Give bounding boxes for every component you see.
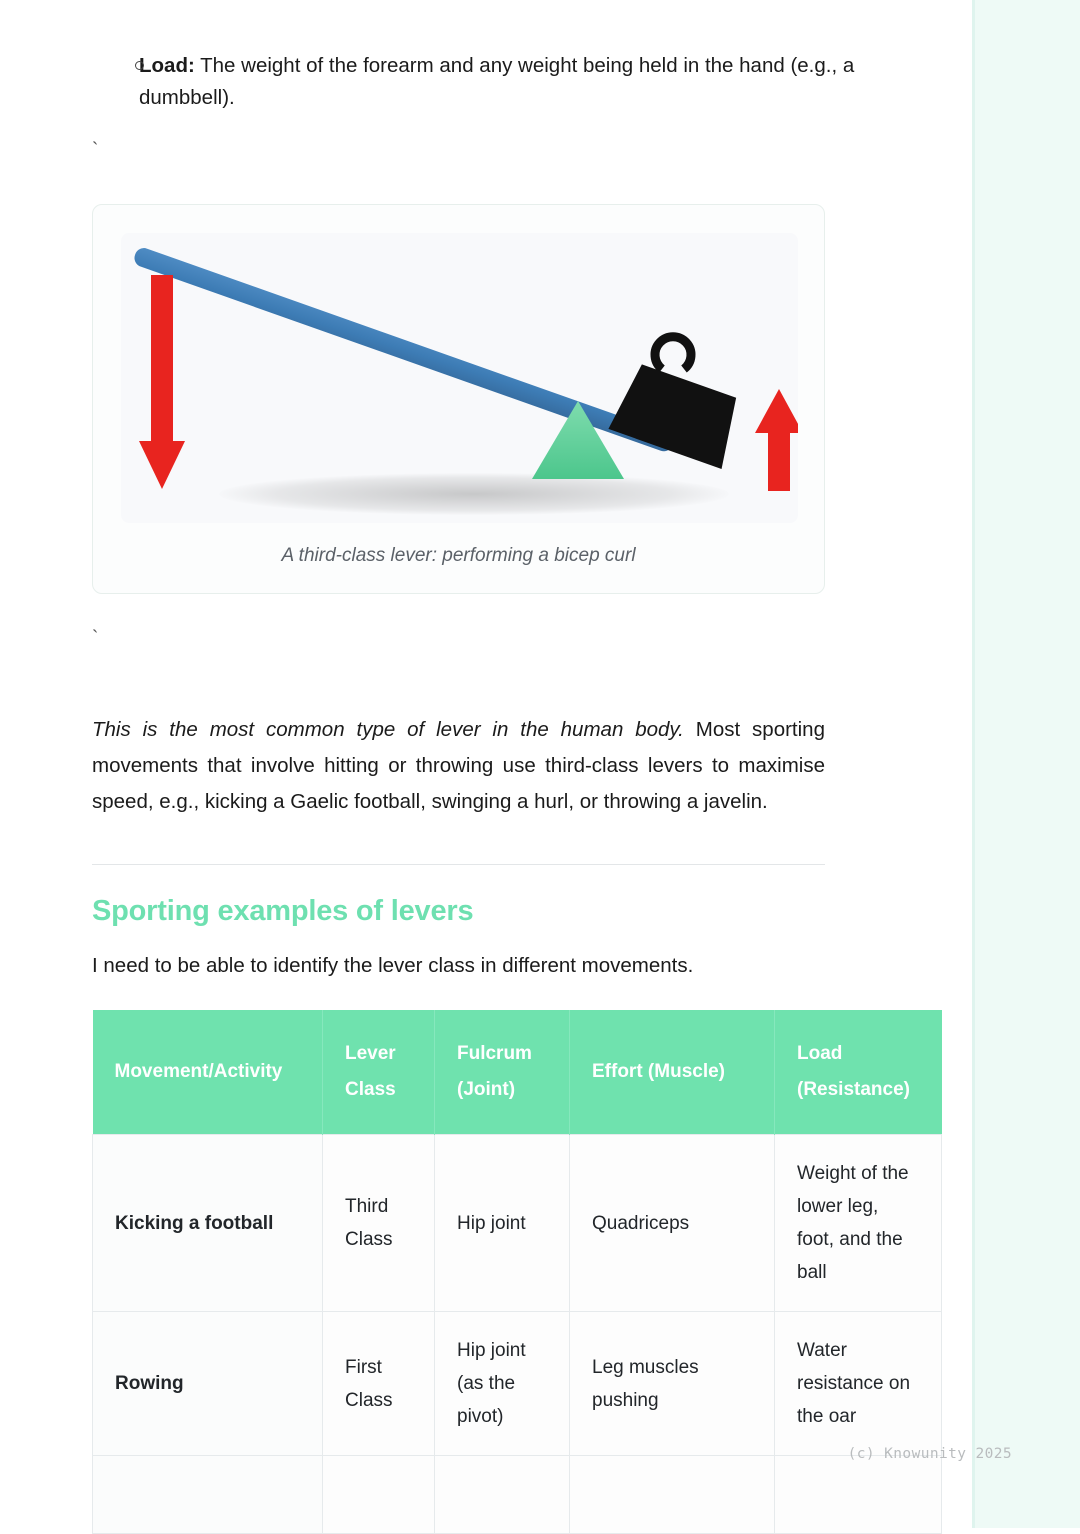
cell-fulcrum: Hip joint bbox=[435, 1135, 570, 1312]
down-arrow-icon bbox=[139, 275, 185, 489]
table-row-partial bbox=[93, 1456, 942, 1534]
cell-fulcrum bbox=[435, 1456, 570, 1534]
table-row bbox=[93, 1135, 942, 1312]
page-title: Sporting examples of levers bbox=[92, 895, 474, 927]
table-header-row bbox=[93, 1010, 942, 1135]
cell-lever-class: First Class bbox=[323, 1312, 435, 1456]
cell-movement bbox=[93, 1456, 323, 1534]
cell-load: Weight of the lower leg, foot, and the ball bbox=[775, 1135, 942, 1312]
paragraph-emphasis: This is the most common type of lever in the human body. bbox=[92, 718, 684, 741]
copyright-watermark: (c) Knowunity 2025 bbox=[847, 1446, 1012, 1462]
lever-beam-icon bbox=[132, 246, 676, 454]
cell-load: Water resistance on the oar bbox=[775, 1312, 942, 1456]
cell-lever-class bbox=[323, 1456, 435, 1534]
load-bullet-block bbox=[0, 50, 940, 114]
cell-effort: Leg muscles pushing bbox=[570, 1312, 775, 1456]
cell-movement: Rowing bbox=[93, 1312, 323, 1456]
column-header-fulcrum: Fulcrum (Joint) bbox=[435, 1010, 570, 1135]
bullet-term: Load: bbox=[139, 54, 195, 77]
figure-caption: A third-class lever: performing a bicep curl bbox=[281, 545, 636, 566]
cell-load bbox=[775, 1456, 942, 1534]
cell-movement: Kicking a football bbox=[93, 1135, 323, 1312]
cell-effort bbox=[570, 1456, 775, 1534]
up-arrow-icon bbox=[755, 389, 798, 491]
page-edge-strip bbox=[975, 0, 1080, 1528]
lever-illustration-svg bbox=[121, 233, 798, 523]
section-divider bbox=[92, 864, 825, 865]
stray-backtick-one: ` bbox=[92, 140, 99, 161]
column-header-lever-class: Lever Class bbox=[323, 1010, 435, 1135]
list-item bbox=[92, 50, 940, 114]
cell-lever-class: Third Class bbox=[323, 1135, 435, 1312]
bullet-text: The weight of the forearm and any weight being held in the hand (e.g., a dumbbell). bbox=[139, 54, 855, 109]
cell-effort: Quadriceps bbox=[570, 1135, 775, 1312]
paragraph-rest: Most sporting movements that involve hitting or throwing use third-class levers to maximise speed, e.g., kicking a Gaelic football, swinging a hurl, or throwing a javelin. bbox=[92, 718, 825, 813]
lever-figure-card bbox=[92, 204, 825, 594]
cell-fulcrum: Hip joint (as the pivot) bbox=[435, 1312, 570, 1456]
levers-table bbox=[92, 1010, 942, 1534]
section-lead-text: I need to be able to identify the lever class in different movements. bbox=[92, 954, 694, 977]
stray-backtick-two: ` bbox=[92, 628, 99, 649]
weight-icon bbox=[608, 337, 745, 469]
body-paragraph bbox=[92, 712, 825, 820]
bullet-circle-icon bbox=[135, 61, 144, 70]
table-row bbox=[93, 1312, 942, 1456]
lever-diagram bbox=[121, 233, 798, 523]
column-header-effort: Effort (Muscle) bbox=[570, 1010, 775, 1135]
page-edge-divider bbox=[972, 0, 975, 1528]
column-header-load: Load (Resistance) bbox=[775, 1010, 942, 1135]
column-header-movement: Movement/Activity bbox=[93, 1010, 323, 1135]
